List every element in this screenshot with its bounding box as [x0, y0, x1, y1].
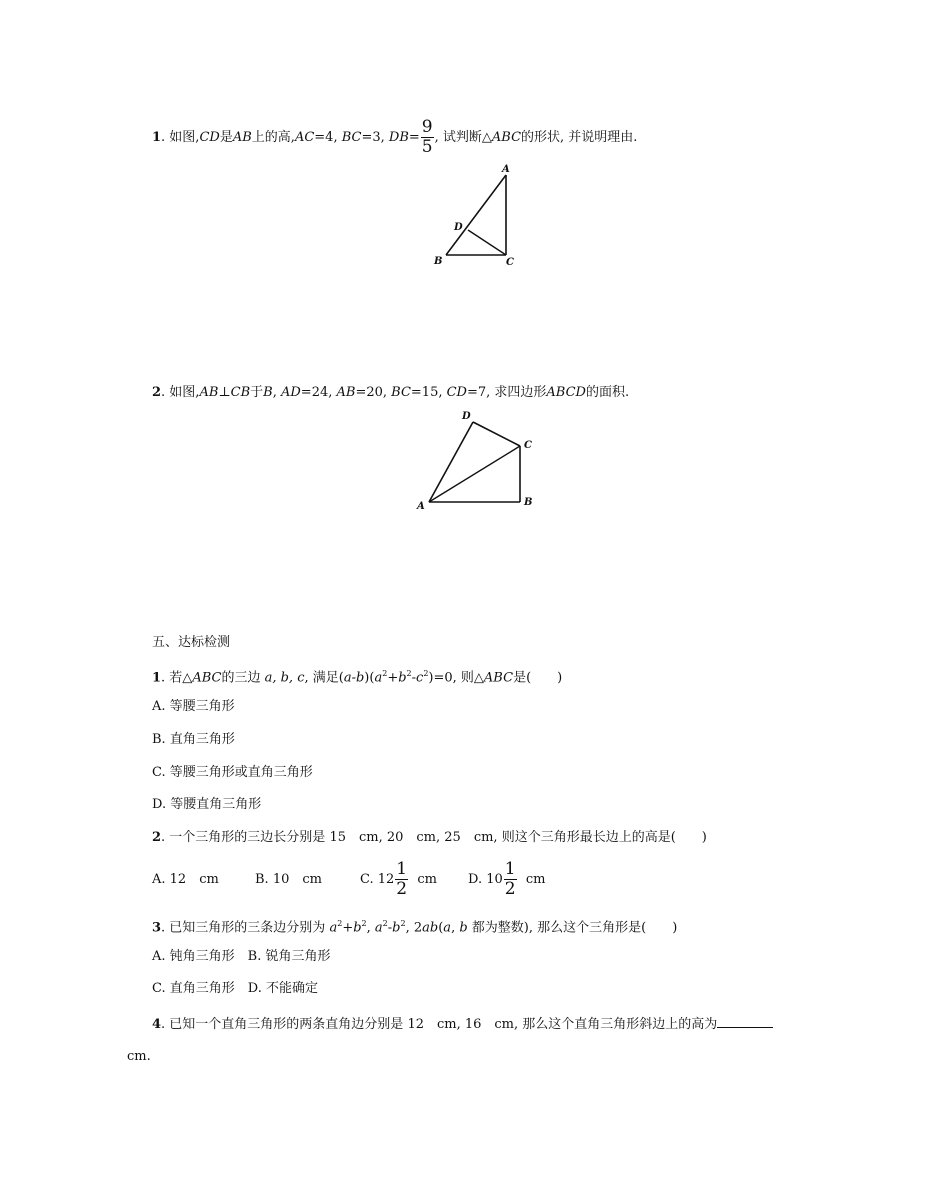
- question-3-options-2: C. 直角三角形 D. 不能确定: [152, 981, 318, 996]
- fraction-1-2: $\frac{1}{2}$: [396, 859, 408, 899]
- vertex-label-b: B: [434, 256, 443, 267]
- problem-1: 1. 如图,CD是AB上的高,AC=4, BC=3, DB= $\frac{9}{5}$ , 试判断△ABC的形状, 并说明理由.: [152, 117, 638, 157]
- problem-2: 2. 如图,AB⊥CB于B, AD=24, AB=20, BC=15, CD=7, 求四边形ABCD的面积.: [152, 385, 630, 400]
- section-heading: 五、达标检测: [152, 635, 231, 650]
- question-2: 2. 一个三角形的三边长分别是 15 cm, 20 cm, 25 cm, 则这个三角形最长边上的高是( ): [152, 830, 707, 845]
- question-3: 3. 已知三角形的三条边分别为 $a^2+b^2$, $a^2-b^2$, 2ab(a, b 都为整数), 那么这个三角形是( ): [152, 919, 678, 936]
- vertex-label-d: D: [454, 222, 463, 233]
- fraction-1-2: $\frac{1}{2}$: [504, 859, 516, 899]
- question-1: 1. 若△ABC的三边 a, b, c, 满足$(a-b)(a^2+b^2-c^2)=0$, 则△ABC是( ): [152, 669, 563, 686]
- fraction-9-5: $\frac{9}{5}$: [421, 117, 433, 157]
- vertex-label-c: C: [524, 440, 532, 451]
- vertex-label-d: D: [462, 411, 471, 422]
- question-2-option-c: C. 12 $\frac{1}{2}$ cm: [360, 859, 437, 899]
- question-2-option-b: B. 10 cm: [255, 872, 322, 887]
- question-1-option-d: D. 等腰直角三角形: [152, 797, 262, 812]
- question-2-option-d: D. 10 $\frac{1}{2}$ cm: [468, 859, 546, 899]
- question-1-option-b: B. 直角三角形: [152, 732, 235, 747]
- question-2-option-a: A. 12 cm: [152, 872, 219, 887]
- vertex-label-a: A: [502, 164, 510, 175]
- vertex-label-a: A: [417, 501, 425, 512]
- question-4-tail: cm.: [127, 1049, 151, 1064]
- problem-number: 2: [152, 385, 162, 400]
- quadrilateral-figure-2: [410, 410, 540, 515]
- answer-blank[interactable]: [717, 1014, 773, 1028]
- problem-number: 1: [152, 130, 162, 145]
- vertex-label-b: B: [524, 497, 533, 508]
- question-4: 4. 已知一个直角三角形的两条直角边分别是 12 cm, 16 cm, 那么这个直角三角形斜边上的高为: [152, 1014, 773, 1034]
- vertex-label-c: C: [506, 257, 514, 268]
- question-1-option-c: C. 等腰三角形或直角三角形: [152, 765, 313, 780]
- question-1-option-a: A. 等腰三角形: [152, 699, 235, 714]
- triangle-figure-1: [430, 160, 530, 270]
- question-3-options-1: A. 钝角三角形 B. 锐角三角形: [152, 949, 331, 964]
